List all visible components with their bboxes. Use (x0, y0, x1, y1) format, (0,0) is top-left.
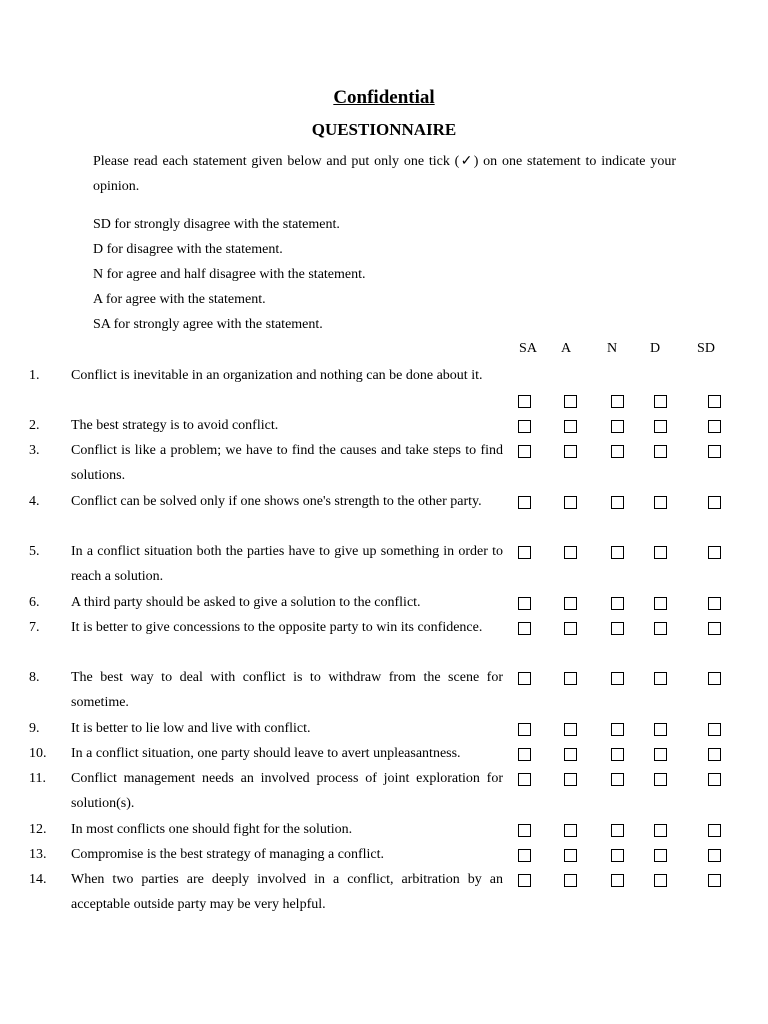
checkbox-d[interactable] (654, 874, 667, 887)
rating-legend (93, 212, 366, 337)
legend-item: A for agree with the statement. (93, 292, 266, 307)
question-number: 1. (29, 368, 40, 383)
checkbox-d[interactable] (654, 420, 667, 433)
question-number: 7. (29, 620, 40, 635)
legend-item: SD for strongly disagree with the statement. (93, 217, 340, 232)
legend-item: N for agree and half disagree with the statement. (93, 267, 366, 282)
question-number: 10. (29, 746, 47, 761)
checkbox-a[interactable] (564, 445, 577, 458)
checkbox-n[interactable] (611, 672, 624, 685)
checkbox-sd[interactable] (708, 874, 721, 887)
checkbox-a[interactable] (564, 597, 577, 610)
checkbox-sd[interactable] (708, 420, 721, 433)
page-subtitle: QUESTIONNAIRE (311, 120, 457, 139)
checkbox-sd[interactable] (708, 496, 721, 509)
question-text: Conflict management needs an involved process of joint exploration for solution(s). (71, 771, 503, 811)
checkbox-n[interactable] (611, 874, 624, 887)
checkbox-sd[interactable] (708, 748, 721, 761)
checkbox-a[interactable] (564, 622, 577, 635)
checkbox-sd[interactable] (708, 849, 721, 862)
question-text: It is better to give concessions to the opposite party to win its confidence. (71, 620, 483, 635)
checkbox-a[interactable] (564, 546, 577, 559)
column-header-d: D (649, 341, 661, 356)
question-text: The best way to deal with conflict is to withdraw from the scene for sometime. (71, 670, 503, 710)
checkbox-n[interactable] (611, 395, 624, 408)
question-text: Conflict is inevitable in an organization and nothing can be done about it. (71, 368, 483, 383)
checkbox-sa[interactable] (518, 824, 531, 837)
checkbox-a[interactable] (564, 748, 577, 761)
legend-item: D for disagree with the statement. (93, 242, 283, 257)
checkbox-sa[interactable] (518, 849, 531, 862)
checkbox-sd[interactable] (708, 773, 721, 786)
checkbox-n[interactable] (611, 723, 624, 736)
question-number: 11. (29, 771, 46, 786)
question-number: 9. (29, 721, 40, 736)
checkbox-sa[interactable] (518, 445, 531, 458)
question-text: In a conflict situation, one party should leave to avert unpleasantness. (71, 746, 461, 761)
checkbox-n[interactable] (611, 849, 624, 862)
page-title: Confidential (333, 87, 435, 108)
question-text: It is better to lie low and live with conflict. (71, 721, 311, 736)
column-header-n: N (606, 341, 618, 356)
question-text: A third party should be asked to give a solution to the conflict. (71, 595, 421, 610)
checkbox-a[interactable] (564, 824, 577, 837)
question-text: Conflict can be solved only if one shows one's strength to the other party. (71, 494, 482, 509)
checkbox-d[interactable] (654, 849, 667, 862)
checkbox-sd[interactable] (708, 395, 721, 408)
question-text: Conflict is like a problem; we have to find the causes and take steps to find solutions. (71, 443, 503, 483)
checkbox-n[interactable] (611, 445, 624, 458)
checkbox-n[interactable] (611, 546, 624, 559)
checkbox-a[interactable] (564, 496, 577, 509)
checkbox-d[interactable] (654, 597, 667, 610)
checkbox-a[interactable] (564, 395, 577, 408)
checkbox-d[interactable] (654, 496, 667, 509)
question-text: The best strategy is to avoid conflict. (71, 418, 279, 433)
checkbox-n[interactable] (611, 824, 624, 837)
checkbox-sd[interactable] (708, 445, 721, 458)
column-header-a: A (560, 341, 572, 356)
column-header-sa: SA (519, 341, 537, 356)
checkbox-sd[interactable] (708, 723, 721, 736)
column-header-sd: SD (697, 341, 715, 356)
checkbox-sa[interactable] (518, 773, 531, 786)
checkbox-n[interactable] (611, 748, 624, 761)
checkbox-n[interactable] (611, 622, 624, 635)
question-number: 13. (29, 847, 47, 862)
checkbox-a[interactable] (564, 874, 577, 887)
checkbox-d[interactable] (654, 824, 667, 837)
checkbox-d[interactable] (654, 445, 667, 458)
question-number: 6. (29, 595, 40, 610)
checkbox-a[interactable] (564, 723, 577, 736)
checkbox-n[interactable] (611, 496, 624, 509)
checkbox-sa[interactable] (518, 420, 531, 433)
checkbox-sd[interactable] (708, 597, 721, 610)
checkbox-d[interactable] (654, 748, 667, 761)
question-number: 12. (29, 822, 47, 837)
checkbox-sa[interactable] (518, 622, 531, 635)
checkbox-sa[interactable] (518, 874, 531, 887)
checkbox-d[interactable] (654, 672, 667, 685)
question-text: In a conflict situation both the parties have to give up something in order to reach a solution. (71, 544, 503, 584)
question-text: When two parties are deeply involved in a conflict, arbitration by an acceptable outside party may be very helpful. (71, 872, 503, 912)
checkbox-sa[interactable] (518, 723, 531, 736)
legend-item: SA for strongly agree with the statement. (93, 317, 323, 332)
question-number: 4. (29, 494, 40, 509)
checkbox-a[interactable] (564, 420, 577, 433)
checkbox-d[interactable] (654, 773, 667, 786)
question-number: 5. (29, 544, 40, 559)
checkbox-d[interactable] (654, 395, 667, 408)
question-number: 2. (29, 418, 40, 433)
checkbox-sd[interactable] (708, 672, 721, 685)
question-number: 3. (29, 443, 40, 458)
checkbox-d[interactable] (654, 622, 667, 635)
checkbox-sa[interactable] (518, 597, 531, 610)
checkbox-sa[interactable] (518, 748, 531, 761)
checkbox-sa[interactable] (518, 496, 531, 509)
checkbox-sd[interactable] (708, 824, 721, 837)
checkbox-a[interactable] (564, 773, 577, 786)
checkbox-sa[interactable] (518, 672, 531, 685)
checkbox-a[interactable] (564, 849, 577, 862)
instructions-text: Please read each statement given below and put only one tick (✓) on one statement to indicate your opinion. (93, 154, 676, 194)
question-text: Compromise is the best strategy of managing a conflict. (71, 847, 384, 862)
question-number: 14. (29, 872, 47, 887)
checkbox-a[interactable] (564, 672, 577, 685)
question-text: In most conflicts one should fight for the solution. (71, 822, 353, 837)
checkbox-d[interactable] (654, 546, 667, 559)
checkbox-sa[interactable] (518, 395, 531, 408)
checkbox-n[interactable] (611, 597, 624, 610)
checkbox-n[interactable] (611, 420, 624, 433)
checkbox-n[interactable] (611, 773, 624, 786)
checkbox-sd[interactable] (708, 546, 721, 559)
checkbox-d[interactable] (654, 723, 667, 736)
checkbox-sa[interactable] (518, 546, 531, 559)
question-number: 8. (29, 670, 40, 685)
checkbox-sd[interactable] (708, 622, 721, 635)
